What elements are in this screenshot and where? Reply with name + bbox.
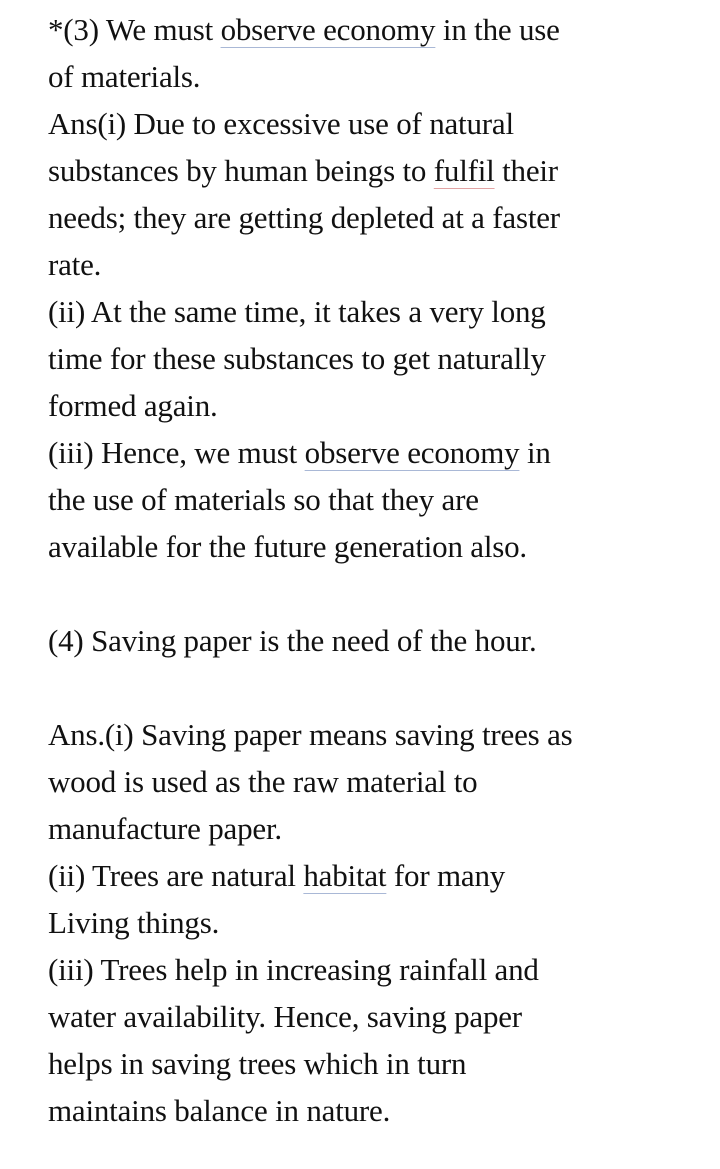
text-run: in <box>519 435 551 470</box>
answer-4-line-9: maintains balance in nature. <box>48 1093 391 1128</box>
answer-4-line-4 <box>48 852 708 899</box>
paragraph-spacer <box>48 664 708 711</box>
section-3 <box>48 6 708 570</box>
answer-3-line-6: time for these substances to get naturally <box>48 341 546 376</box>
answer-4-line-6: (iii) Trees help in increasing rainfall and <box>48 952 539 987</box>
answer-3-line-7: formed again. <box>48 388 218 423</box>
answer-4-line-1: Ans.(i) Saving paper means saving trees as <box>48 717 573 752</box>
answer-4-line-7: water availability. Hence, saving paper <box>48 999 522 1034</box>
text-run: (iii) Hence, we must <box>48 435 305 470</box>
answer-3-line-10: available for the future generation also. <box>48 529 527 564</box>
answer-3-line-9: the use of materials so that they are <box>48 482 479 517</box>
answer-3-line-1: Ans(i) Due to excessive use of natural <box>48 106 514 141</box>
question-3-line-1 <box>48 6 708 53</box>
answer-3-line-8 <box>48 429 708 476</box>
highlighted-term-habitat[interactable]: habitat <box>303 858 387 893</box>
document-body <box>48 6 708 1134</box>
answer-4-line-5: Living things. <box>48 905 220 940</box>
answer-3-line-4: rate. <box>48 247 102 282</box>
text-run: their <box>494 153 558 188</box>
text-run: in the use <box>435 12 560 47</box>
answer-4-line-8: helps in saving trees which in turn <box>48 1046 467 1081</box>
answer-4-line-3: manufacture paper. <box>48 811 282 846</box>
paragraph-spacer <box>48 570 708 617</box>
answer-3-line-5: (ii) At the same time, it takes a very long <box>48 294 546 329</box>
highlighted-term-observe-economy[interactable]: observe economy <box>304 435 520 470</box>
spellcheck-term-fulfil[interactable]: fulfil <box>433 153 495 188</box>
answer-4-line-2: wood is used as the raw material to <box>48 764 478 799</box>
text-run: substances by human beings to <box>48 153 434 188</box>
question-3-line-2: of materials. <box>48 59 201 94</box>
text-run: for many <box>386 858 506 893</box>
answer-3-line-2 <box>48 147 708 194</box>
highlighted-term-observe-economy[interactable]: observe economy <box>220 12 436 47</box>
text-run: *(3) We must <box>48 12 221 47</box>
answer-3-line-3: needs; they are getting depleted at a faster <box>48 200 560 235</box>
section-4 <box>48 617 708 1134</box>
text-run: (ii) Trees are natural <box>48 858 304 893</box>
question-4: (4) Saving paper is the need of the hour. <box>48 623 537 658</box>
